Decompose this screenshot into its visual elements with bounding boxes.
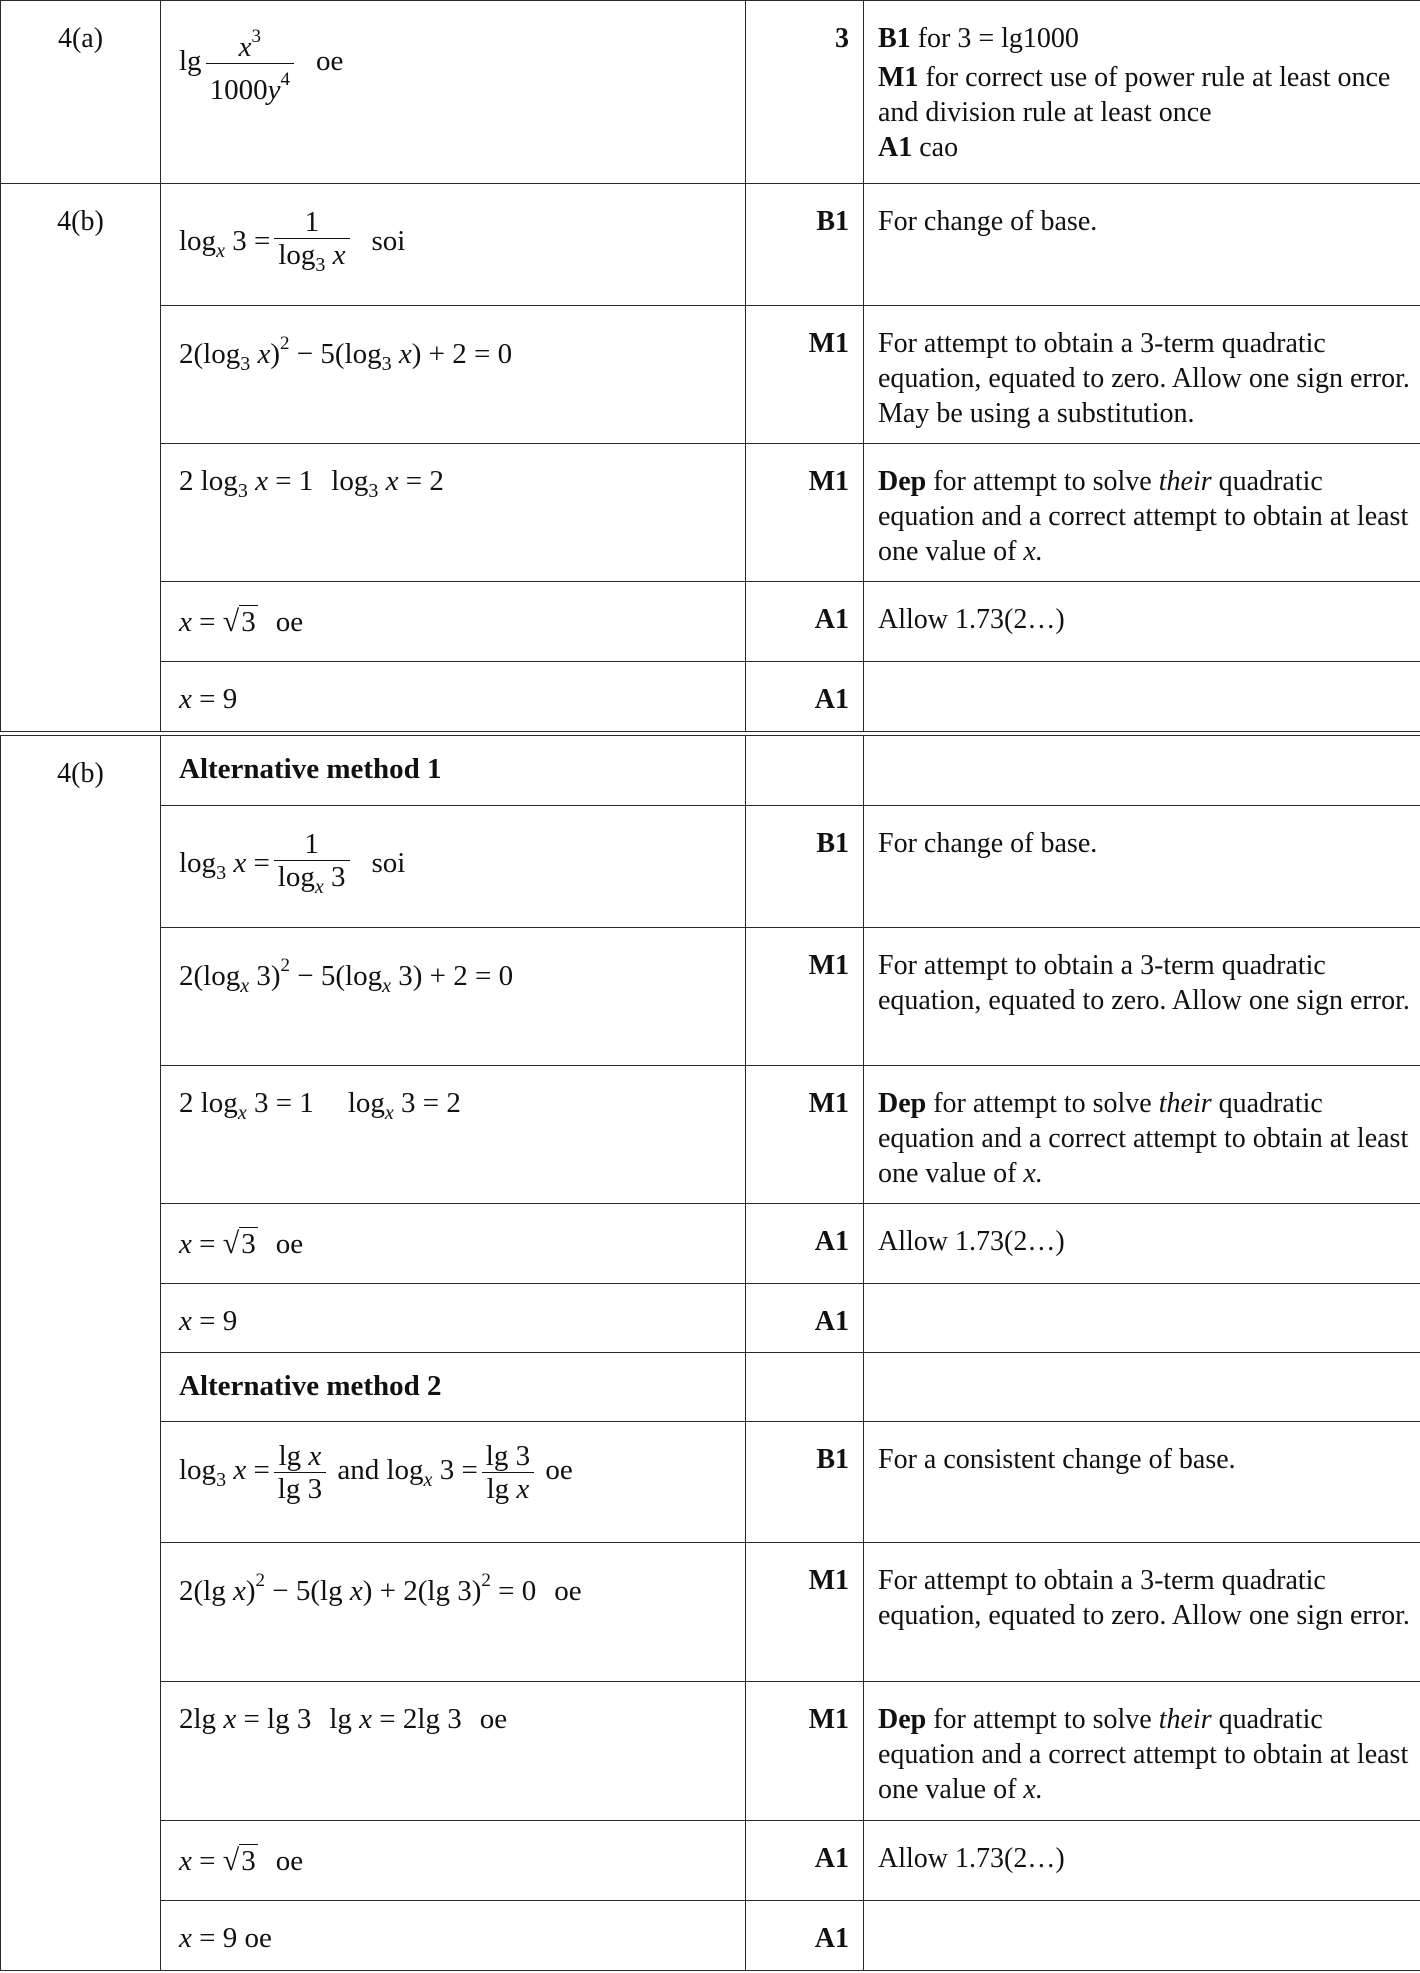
question-number: 4(b) bbox=[1, 184, 161, 732]
table-row bbox=[1, 444, 1420, 582]
guidance-cell bbox=[864, 662, 1420, 732]
guidance-cell bbox=[864, 1284, 1420, 1353]
mark-cell: M1 bbox=[746, 1543, 864, 1682]
guidance-cell bbox=[864, 1, 1420, 184]
guidance-text: cao bbox=[919, 132, 959, 163]
guidance-variable: x. bbox=[1023, 1774, 1043, 1805]
mark-cell: B1 bbox=[746, 806, 864, 928]
mark-code: M1 bbox=[878, 62, 919, 93]
question-number: 4(a) bbox=[1, 1, 161, 184]
answer-cell: $\log_3 x$ = $\frac{1}{\log_x 3}$ soi bbox=[161, 806, 746, 928]
mark-cell: M1 bbox=[746, 444, 864, 582]
guidance-text: for attempt to solve bbox=[933, 466, 1152, 497]
mark-cell bbox=[746, 736, 864, 806]
answer-suffix: oe bbox=[315, 45, 344, 78]
answer-cell: 2 $\log_3 x = 1$ $\log_3 x = 2$ bbox=[161, 444, 746, 582]
question-number: 4(b) bbox=[1, 736, 161, 1971]
mark-cell: B1 bbox=[746, 1422, 864, 1543]
guidance-cell: Allow 1.73(2…) bbox=[864, 582, 1420, 662]
mark-cell: M1 bbox=[746, 1682, 864, 1821]
mark-cell: A1 bbox=[746, 1821, 864, 1901]
table-row bbox=[1, 662, 1420, 732]
answer-cell: $2(\log_3$ $x)^2 - 5(\log_3$ x) + 2 = 0 bbox=[161, 306, 746, 444]
answer-cell: $\log_3 x$ = $\frac{\text{lg x}}{\lg 3}$ and $\log_x 3$ = $\frac{\lg 3}{\text{lg x}}$ oe bbox=[161, 1422, 746, 1543]
guidance-text: for 3 = lg1000 bbox=[917, 23, 1079, 54]
answer-suffix: oe bbox=[244, 1922, 272, 1954]
method-heading: Alternative method 1 bbox=[161, 736, 746, 806]
mark-cell: M1 bbox=[746, 1066, 864, 1204]
answer-cell: $2(\log_x$ $3)^2 - 5(\log_x$ 3) + 2 = 0 bbox=[161, 928, 746, 1066]
table-row bbox=[1, 1543, 1420, 1682]
mark-cell: M1 bbox=[746, 306, 864, 444]
guidance-text: for attempt to solve bbox=[933, 1088, 1152, 1119]
answer-suffix: oe bbox=[479, 1703, 508, 1735]
table-row bbox=[1, 582, 1420, 662]
table-row bbox=[1, 1353, 1420, 1422]
mark-cell bbox=[746, 1353, 864, 1422]
guidance-cell: For change of base. bbox=[864, 806, 1420, 928]
guidance-cell: For a consistent change of base. bbox=[864, 1422, 1420, 1543]
answer-cell: x = √3 oe bbox=[161, 1821, 746, 1901]
table-row bbox=[1, 1, 1420, 184]
table-row bbox=[1, 736, 1420, 806]
guidance-variable: x. bbox=[1023, 1158, 1043, 1189]
mark-code: B1 bbox=[878, 23, 911, 54]
method-heading: Alternative method 2 bbox=[161, 1353, 746, 1422]
guidance-cell bbox=[864, 1682, 1420, 1821]
answer-cell: x = √3 oe bbox=[161, 1204, 746, 1284]
table-row bbox=[1, 928, 1420, 1066]
mark-cell: A1 bbox=[746, 1204, 864, 1284]
guidance-text: for correct use of power rule at least once and division rule at least once bbox=[878, 62, 1391, 128]
answer-cell: lg $\frac{x^3}{1000y^4}$ oe bbox=[161, 1, 746, 184]
answer-suffix: oe bbox=[275, 1228, 304, 1260]
answer-cell: x = 9 bbox=[161, 1284, 746, 1353]
dep-label: Dep bbox=[878, 1704, 927, 1735]
answer-cell: 2lg x = lg 3 lg x = 2lg 3 oe bbox=[161, 1682, 746, 1821]
mark-scheme-table-alternatives bbox=[0, 735, 1420, 1971]
guidance-text: quadratic equation and a correct attempt to obtain at least one value of bbox=[878, 1704, 1409, 1805]
guidance-cell bbox=[864, 1353, 1420, 1422]
answer-cell: x = 9 bbox=[161, 662, 746, 732]
mark-cell: A1 bbox=[746, 1284, 864, 1353]
guidance-cell: Allow 1.73(2…) bbox=[864, 1204, 1420, 1284]
guidance-text: quadratic equation and a correct attempt to obtain at least one value of bbox=[878, 466, 1409, 567]
guidance-cell: For attempt to obtain a 3-term quadratic equation, equated to zero. Allow one sign error. bbox=[864, 1543, 1420, 1682]
table-row bbox=[1, 1204, 1420, 1284]
guidance-emphasis: their bbox=[1158, 1704, 1212, 1735]
mark-scheme-table-main bbox=[0, 0, 1420, 732]
answer-cell: x = 9 oe bbox=[161, 1901, 746, 1971]
guidance-text: for attempt to solve bbox=[933, 1704, 1152, 1735]
answer-cell: x = √3 oe bbox=[161, 582, 746, 662]
mark-cell: A1 bbox=[746, 662, 864, 732]
table-row bbox=[1, 1284, 1420, 1353]
guidance-variable: x. bbox=[1023, 536, 1043, 567]
guidance-cell: For attempt to obtain a 3-term quadratic equation, equated to zero. Allow one sign error. bbox=[864, 928, 1420, 1066]
table-row bbox=[1, 806, 1420, 928]
dep-label: Dep bbox=[878, 1088, 927, 1119]
answer-cell: $\log_x 3$ = $\frac{1}{\log_3 x}$ soi bbox=[161, 184, 746, 306]
guidance-cell bbox=[864, 1066, 1420, 1204]
answer-cell: 2 $\log_x 3 = 1$ $\log_x 3 = 2$ bbox=[161, 1066, 746, 1204]
guidance-cell bbox=[864, 1901, 1420, 1971]
guidance-cell bbox=[864, 736, 1420, 806]
table-row bbox=[1, 306, 1420, 444]
mark-cell: A1 bbox=[746, 582, 864, 662]
guidance-cell: For attempt to obtain a 3-term quadratic equation, equated to zero. Allow one sign error. May be using a substitution. bbox=[864, 306, 1420, 444]
mark-cell: B1 bbox=[746, 184, 864, 306]
table-row bbox=[1, 1422, 1420, 1543]
answer-suffix: oe bbox=[275, 606, 304, 638]
answer-cell: 2(lg x)$^2$ − 5(lg x) + 2(lg 3)$^2$ = 0 oe bbox=[161, 1543, 746, 1682]
table-row bbox=[1, 1901, 1420, 1971]
guidance-cell: For change of base. bbox=[864, 184, 1420, 306]
guidance-emphasis: their bbox=[1158, 466, 1212, 497]
guidance-text: quadratic equation and a correct attempt to obtain at least one value of bbox=[878, 1088, 1409, 1189]
answer-suffix: oe bbox=[275, 1845, 304, 1877]
dep-label: Dep bbox=[878, 466, 927, 497]
guidance-emphasis: their bbox=[1158, 1088, 1212, 1119]
guidance-cell: Allow 1.73(2…) bbox=[864, 1821, 1420, 1901]
mark-cell: 3 bbox=[746, 1, 864, 184]
table-row bbox=[1, 1066, 1420, 1204]
table-row bbox=[1, 184, 1420, 306]
answer-suffix: soi bbox=[371, 847, 406, 880]
answer-suffix: oe bbox=[554, 1575, 582, 1607]
mark-cell: M1 bbox=[746, 928, 864, 1066]
answer-suffix: oe bbox=[545, 1454, 573, 1487]
table-row bbox=[1, 1682, 1420, 1821]
mark-cell: A1 bbox=[746, 1901, 864, 1971]
mark-code: A1 bbox=[878, 132, 913, 163]
guidance-cell bbox=[864, 444, 1420, 582]
answer-suffix: soi bbox=[371, 225, 406, 258]
answer-connector: and bbox=[337, 1454, 380, 1487]
table-row bbox=[1, 1821, 1420, 1901]
